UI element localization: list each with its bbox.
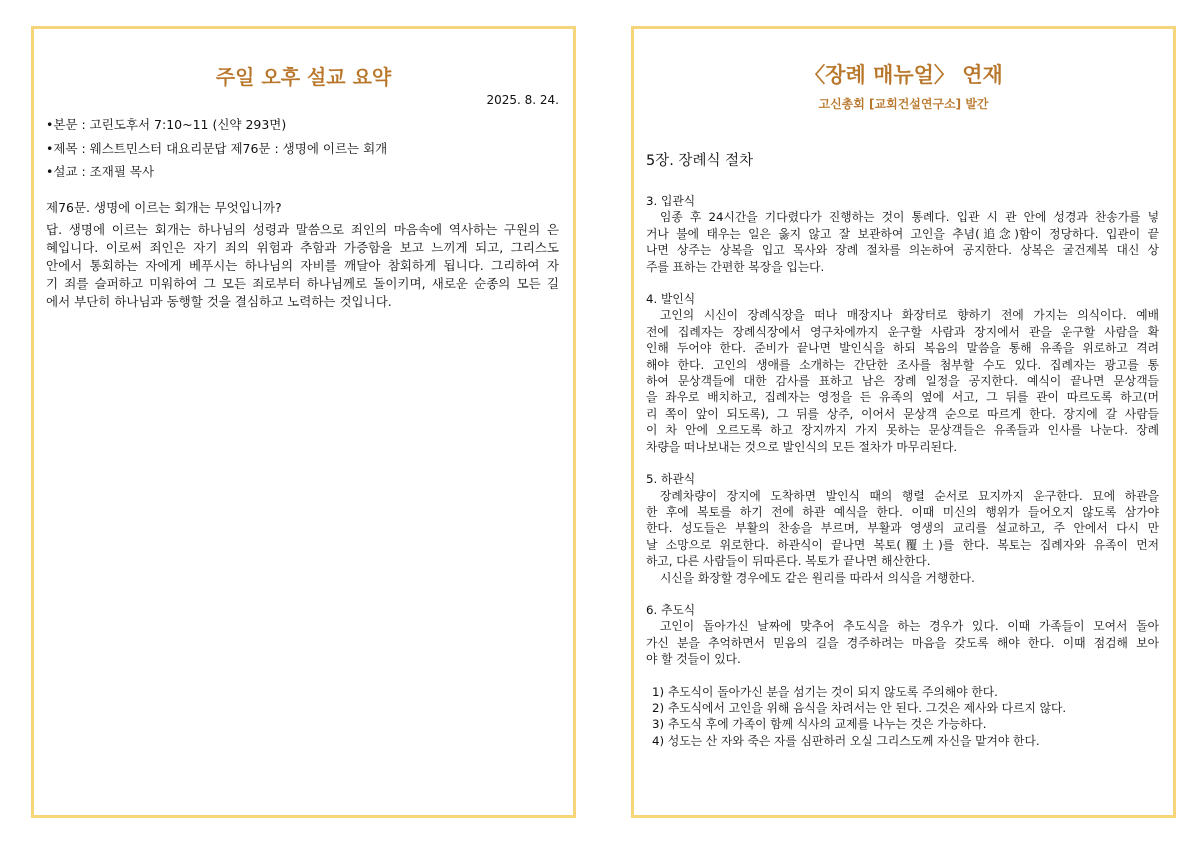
meta-preacher: •설교 : 조재필 목사 xyxy=(46,164,155,179)
section-6 xyxy=(646,586,1159,749)
paragraph-line: 하여 문상객들에 대한 감사를 표하고 남은 장례 일정을 공지한다. 예식이 끝나면 문상객들 xyxy=(646,374,1159,389)
paragraph-line: 인해 두어야 한다. 준비가 끝나면 발인식을 하되 복음의 말씀을 통해 유족을 위로하고 격려 xyxy=(646,341,1159,356)
section-3 xyxy=(646,193,1159,275)
paragraph-line: 임종 후 24시간을 기다렸다가 진행하는 것이 통례다. 입관 시 관 안에 성경과 찬송가를 넣 xyxy=(660,210,1159,225)
page-title: 〈장례 매뉴얼〉 연재 xyxy=(804,63,1003,87)
list-item: 3) 추도식 후에 가족이 함께 식사의 교제를 나누는 것은 가능하다. xyxy=(652,717,987,732)
sermon-body xyxy=(46,199,559,311)
paragraph-line: 시신을 화장할 경우에도 같은 원리를 따라서 의식을 거행한다. xyxy=(660,570,975,585)
meta-text: •본문 : 고린도후서 7:10~11 (신약 293면) xyxy=(46,117,287,132)
paragraph-line: 한 후에 복토를 하기 전에 하관 예식을 한다. 이때 미신의 행위가 들어오지 않도록 삼가야 xyxy=(646,504,1159,519)
date: 2025. 8. 24. xyxy=(486,93,559,107)
paragraph-line: 해야 한다. 고인의 생애를 소개하는 간단한 조사를 첨부할 수도 있다. 집례자는 광고를 통 xyxy=(646,357,1159,372)
paragraph-line: 이 차 안에 오르도록 하고 장지까지 가지 못하는 문상객들은 유족들과 인사를 나눈다. 장례 xyxy=(646,423,1159,438)
chapter-body xyxy=(646,193,1159,749)
paragraph-line: 주를 표하는 간편한 복장을 입는다. xyxy=(646,259,825,274)
section-4 xyxy=(646,275,1159,455)
paragraph-line: 전에 집례자는 장례식장에서 영구차에까지 운구할 사람과 장지에서 관을 운구할 사람을 확 xyxy=(646,324,1159,339)
paragraph-line: 야 할 것들이 있다. xyxy=(646,652,741,667)
section-heading: 4. 발인식 xyxy=(646,292,696,307)
sermon-summary-page xyxy=(31,26,576,818)
answer-line: 안에서 통회하는 자에게 베푸시는 하나님의 자비를 깨달아 참회하게 됩니다. 그리하여 자 xyxy=(46,258,559,273)
section-spacer xyxy=(646,275,1159,291)
paragraph-line: 장례차량이 장지에 도착하면 발인식 때의 행렬 순서로 묘지까지 운구한다. 묘에 하관을 xyxy=(660,488,1159,503)
section-heading: 5. 하관식 xyxy=(646,472,696,487)
paragraph-line: 한다. 성도들은 부활의 찬송을 부르며, 부활과 영생의 교리를 설교하고, 주 안에서 다시 만 xyxy=(646,521,1159,536)
answer-line: 에서 부단히 하나님과 동행할 것을 결심하고 노력하는 것입니다. xyxy=(46,294,392,309)
meta-title: •제목 : 웨스트민스터 대요리문답 제76문 : 생명에 이르는 회개 xyxy=(46,140,388,156)
answer-line: 혜입니다. 이로써 죄인은 자기 죄의 위험과 추함과 가증함을 보고 느끼게 되고, 그리스도 xyxy=(46,240,559,255)
paragraph-line: 차량을 떠나보내는 것으로 발인식의 모든 절차가 마무리된다. xyxy=(646,439,958,454)
funeral-manual-page xyxy=(631,26,1176,818)
paragraph-line: 을 좌우로 배치하고, 집례자는 영정을 든 유족의 옆에 서고, 그 뒤를 관이 따르도록 하고(머 xyxy=(646,390,1159,405)
list-spacer xyxy=(646,668,1159,684)
section-5 xyxy=(646,455,1159,586)
paragraph-line: 리 쪽이 앞이 되도록), 그 뒤를 상주, 이어서 문상객 순으로 따르게 한다. 장지에 갈 사람들 xyxy=(646,406,1159,421)
section-heading: 6. 추도식 xyxy=(646,602,696,617)
paragraph-line: 하고, 다른 사람들이 뒤따른다. 복토가 끝나면 해산한다. xyxy=(646,554,931,569)
answer-line: 답. 생명에 이르는 회개는 하나님의 성령과 말씀으로 죄인의 마음속에 역사하는 구원의 은 xyxy=(46,222,559,237)
list-item: 4) 성도는 산 자와 죽은 자를 심판하러 오실 그리스도께 자신을 맡겨야 한다. xyxy=(652,733,1040,748)
paragraph-line: 고인의 시신이 장례식장을 떠나 매장지나 화장터로 향하기 전에 가지는 의식이다. 예배 xyxy=(660,308,1159,323)
section-heading: 3. 입관식 xyxy=(646,194,696,208)
page-title: 주일 오후 설교 요약 xyxy=(215,65,392,89)
paragraph-line: 날 소망으로 위로한다. 하관식이 끝나면 복토(覆土)를 한다. 복토는 집례자와 유족이 먼저 xyxy=(646,537,1159,552)
section-spacer xyxy=(646,586,1159,602)
question: 제76문. 생명에 이르는 회개는 무엇입니까? xyxy=(46,200,282,215)
paragraph-line: 거나 불에 태우는 일은 옳지 않고 잘 보관하여 고인을 추념(追念)함이 정당하다. 입관이 끝 xyxy=(646,226,1159,241)
section-spacer xyxy=(646,455,1159,471)
sermon-meta xyxy=(46,113,387,184)
chapter-heading: 5장. 장례식 절차 xyxy=(646,153,754,169)
paragraph-line: 나면 상주는 상복을 입고 목사와 장례 절차를 의논하여 공지한다. 상복은 굴건제복 대신 상 xyxy=(646,243,1159,258)
publisher-subtitle: 고신총회 [교회건설연구소] 발간 xyxy=(818,97,989,111)
list-item: 1) 추도식이 돌아가신 분을 섬기는 것이 되지 않도록 주의해야 한다. xyxy=(652,684,998,699)
paragraph-line: 가신 분을 추억하면서 믿음의 길을 경주하려는 마음을 갖도록 해야 한다. 이때 점검해 보아 xyxy=(646,635,1159,650)
answer-line: 기 죄를 슬퍼하고 미워하여 그 모든 죄로부터 하나님께로 돌이키며, 새로운 순종의 모든 길 xyxy=(46,276,559,291)
list-item: 2) 추도식에서 고인을 위해 음식을 차려서는 안 된다. 그것은 제사와 다르지 않다. xyxy=(652,700,1067,715)
paragraph-line: 고인이 돌아가신 날짜에 맞추어 추도식을 하는 경우가 있다. 이때 가족들이 모여서 돌아 xyxy=(660,619,1159,634)
